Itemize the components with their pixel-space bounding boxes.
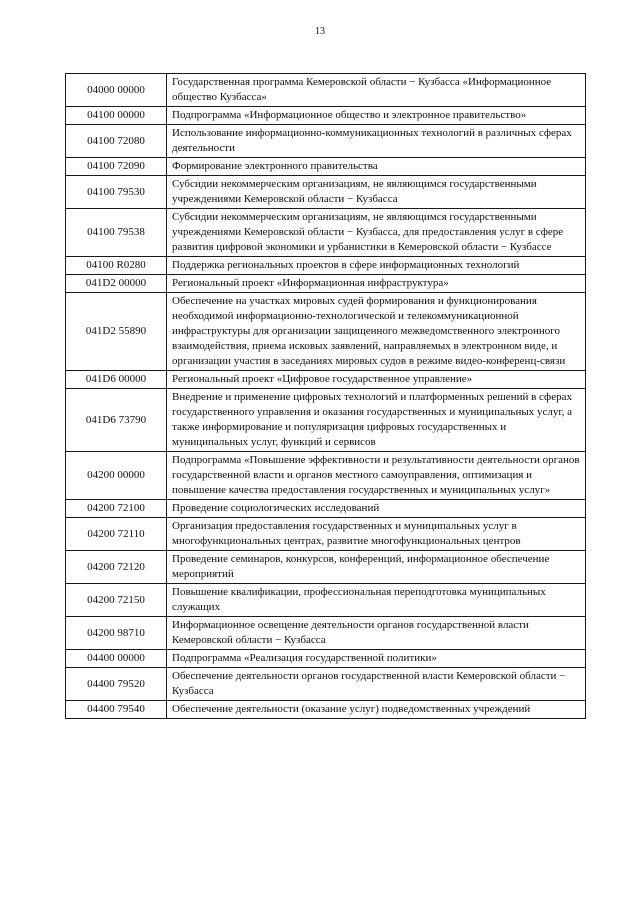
row-code: 04100 79538 xyxy=(66,209,167,257)
row-code: 04200 72100 xyxy=(66,500,167,518)
row-code: 04200 72150 xyxy=(66,584,167,617)
row-code: 04400 00000 xyxy=(66,650,167,668)
row-description: Поддержка региональных проектов в сфере информационных технологий xyxy=(167,257,586,275)
table-row xyxy=(66,452,586,500)
table-row xyxy=(66,125,586,158)
row-description: Организация предоставления государственных и муниципальных услуг в многофункциональных центрах, развитие многофункциональных центров xyxy=(167,518,586,551)
row-code: 04200 98710 xyxy=(66,617,167,650)
row-description: Повышение квалификации, профессиональная переподготовка муниципальных служащих xyxy=(167,584,586,617)
row-code: 041D6 00000 xyxy=(66,371,167,389)
row-code: 04100 00000 xyxy=(66,107,167,125)
row-description: Субсидии некоммерческим организациям, не являющимся государственными учреждениями Кемеровской области − Кузбасса, для предоставления услуг в сфере развития цифровой экономики и урбанистики в Кемеровской области − Кузбассе xyxy=(167,209,586,257)
row-description: Обеспечение деятельности органов государственной власти Кемеровской области − Кузбасса xyxy=(167,668,586,701)
row-description: Субсидии некоммерческим организациям, не являющимся государственными учреждениями Кемеровской области − Кузбасса xyxy=(167,176,586,209)
budget-code-table xyxy=(65,73,586,719)
row-description: Подпрограмма «Информационное общество и электронное правительство» xyxy=(167,107,586,125)
row-description: Региональный проект «Цифровое государственное управление» xyxy=(167,371,586,389)
table-row xyxy=(66,176,586,209)
row-description: Внедрение и применение цифровых технологий и платформенных решений в сферах государственного управления и оказания государственных и муниципальных услуг, а также информирование и популяризация цифровых государственных и муниципальных услуг, функций и сервисов xyxy=(167,389,586,452)
table-row xyxy=(66,500,586,518)
row-code: 04400 79520 xyxy=(66,668,167,701)
row-description: Региональный проект «Информационная инфраструктура» xyxy=(167,275,586,293)
table-row xyxy=(66,275,586,293)
row-description: Обеспечение на участках мировых судей формирования и функционирования необходимой информационно-технологической и телекоммуникационной инфраструктуры для организации защищенного межведомственного электронного взаимодействия, приема исковых заявлений, направляемых в электронном виде, и организации участия в заседаниях мировых судов в режиме видео-конференц-связи xyxy=(167,293,586,371)
row-description: Проведение социологических исследований xyxy=(167,500,586,518)
page-number: 13 xyxy=(315,26,325,37)
table-row xyxy=(66,209,586,257)
table-row xyxy=(66,158,586,176)
row-description: Использование информационно-коммуникационных технологий в различных сферах деятельности xyxy=(167,125,586,158)
row-description: Государственная программа Кемеровской области − Кузбасса «Информационное общество Кузбасса» xyxy=(167,74,586,107)
row-description: Информационное освещение деятельности органов государственной власти Кемеровской области − Кузбасса xyxy=(167,617,586,650)
table-row xyxy=(66,650,586,668)
row-description: Проведение семинаров, конкурсов, конференций, информационное обеспечение мероприятий xyxy=(167,551,586,584)
table-row xyxy=(66,371,586,389)
table-row xyxy=(66,551,586,584)
row-description: Подпрограмма «Реализация государственной политики» xyxy=(167,650,586,668)
row-description: Формирование электронного правительства xyxy=(167,158,586,176)
table-row xyxy=(66,668,586,701)
table-row xyxy=(66,389,586,452)
table-row xyxy=(66,107,586,125)
table-row xyxy=(66,257,586,275)
table-row xyxy=(66,617,586,650)
table-row xyxy=(66,293,586,371)
row-code: 04100 72080 xyxy=(66,125,167,158)
row-code: 041D2 55890 xyxy=(66,293,167,371)
table-row xyxy=(66,584,586,617)
row-code: 041D6 73790 xyxy=(66,389,167,452)
row-description: Обеспечение деятельности (оказание услуг) подведомственных учреждений xyxy=(167,701,586,719)
row-code: 04200 00000 xyxy=(66,452,167,500)
table-row xyxy=(66,74,586,107)
row-code: 04200 72120 xyxy=(66,551,167,584)
row-code: 04200 72110 xyxy=(66,518,167,551)
table-row xyxy=(66,518,586,551)
row-code: 04000 00000 xyxy=(66,74,167,107)
row-code: 04100 72090 xyxy=(66,158,167,176)
row-description: Подпрограмма «Повышение эффективности и результативности деятельности органов государственной власти и органов местного самоуправления, оптимизация и повышение качества предоставления государственных и муниципальных услуг» xyxy=(167,452,586,500)
row-code: 04100 79530 xyxy=(66,176,167,209)
row-code: 04100 R0280 xyxy=(66,257,167,275)
row-code: 04400 79540 xyxy=(66,701,167,719)
table-row xyxy=(66,701,586,719)
row-code: 041D2 00000 xyxy=(66,275,167,293)
